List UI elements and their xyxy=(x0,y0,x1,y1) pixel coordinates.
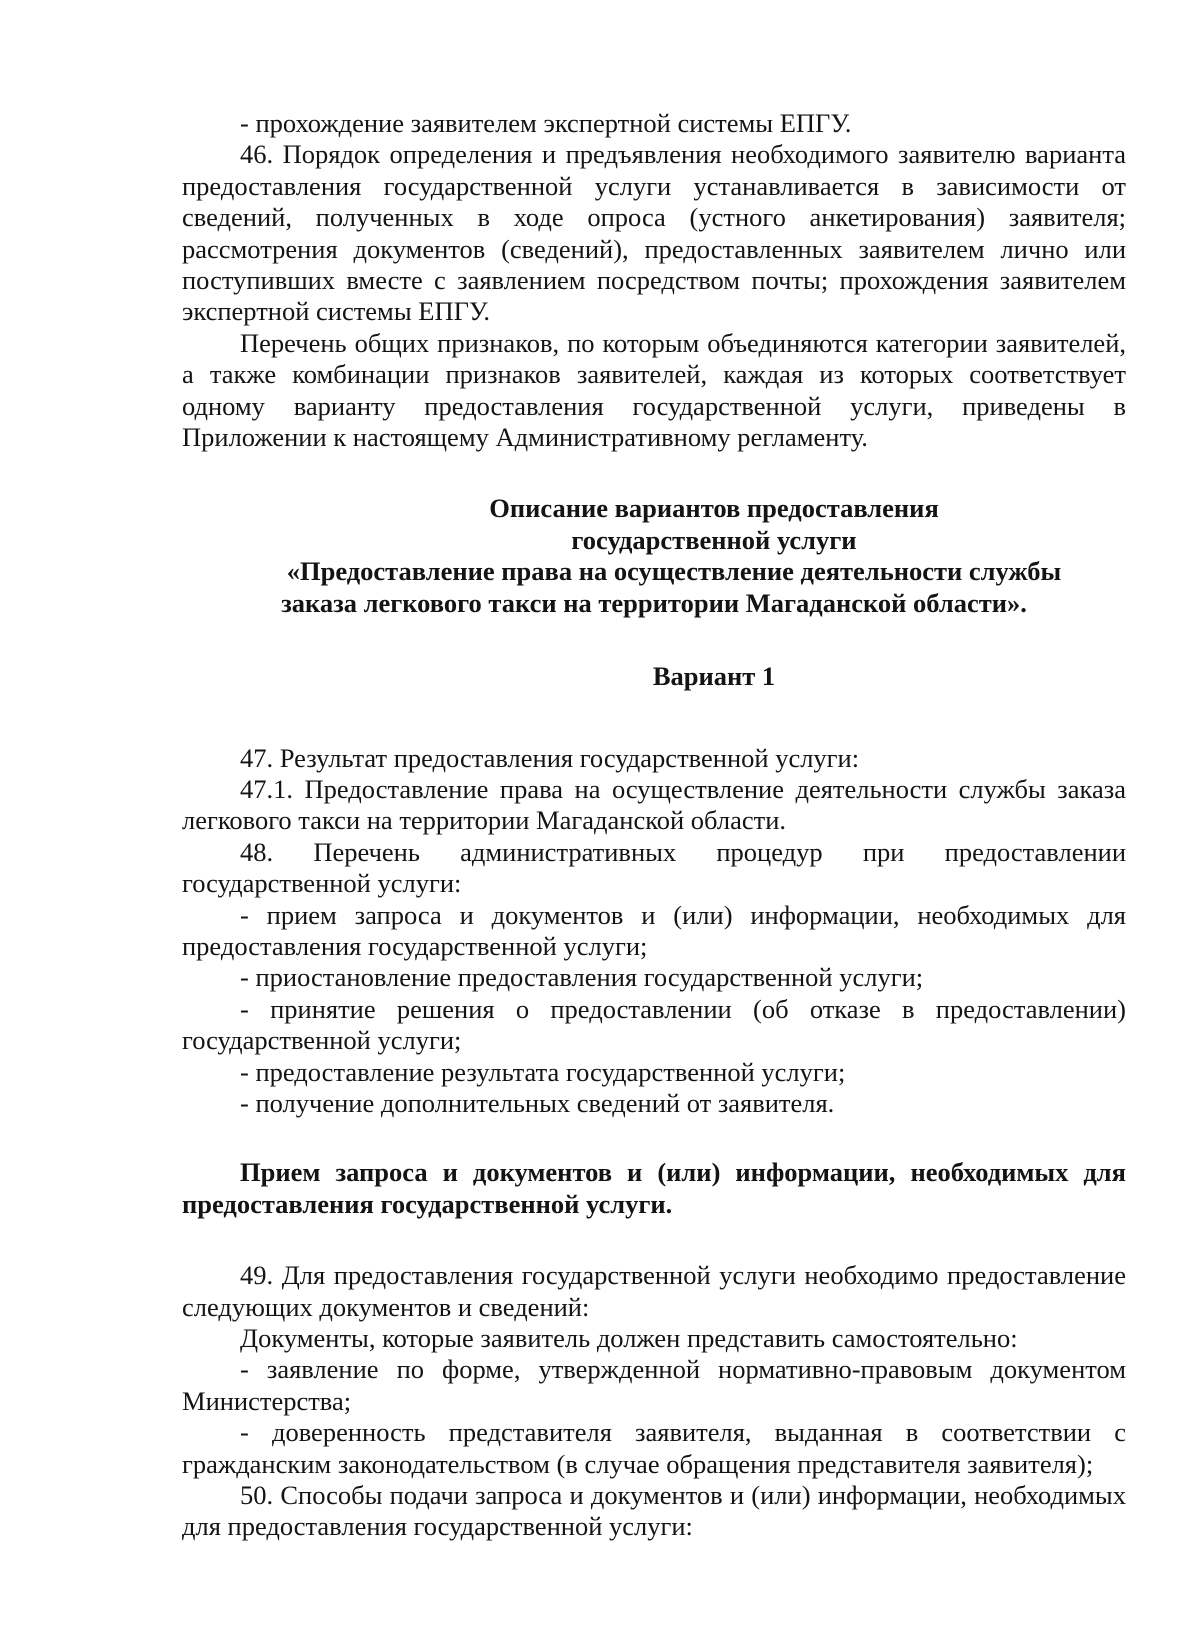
list-item-request-intake: - прием запроса и документов и (или) информации, необходимых для предоставления государственной услуги; xyxy=(182,899,1126,961)
paragraph-49: 49. Для предоставления государственной услуги необходимо предоставление следующих документов и сведений: xyxy=(182,1260,1126,1322)
paragraph-47: 47. Результат предоставления государственной услуги: xyxy=(240,742,860,773)
list-item-suspension: - приостановление предоставления государственной услуги; xyxy=(240,962,924,993)
paragraph-general-features: Перечень общих признаков, по которым объединяются категории заявителей, а также комбинации признаков заявителей, каждая из которых соответствует одному варианту предоставления государственной услуги, приведены в Приложении к настоящему Административному регламенту. xyxy=(182,327,1126,453)
list-item-result: - предоставление результата государственной услуги; xyxy=(240,1056,846,1087)
section-heading-line-4: заказа легкового такси на территории Магаданской области». xyxy=(281,587,1027,618)
variant-title: Вариант 1 xyxy=(652,661,776,692)
paragraph-48: 48. Перечень административных процедур при предоставлении государственной услуги: xyxy=(182,836,1126,899)
list-item-power-of-attorney: - доверенность представителя заявителя, выданная в соответствии с гражданским законодательством (в случае обращения представителя заявителя); xyxy=(182,1417,1126,1479)
subheading-request-intake: Прием запроса и документов и (или) информации, необходимых для предоставления государственной услуги. xyxy=(182,1157,1126,1219)
list-item-application-form: - заявление по форме, утвержденной нормативно-правовым документом Министерства; xyxy=(182,1354,1126,1416)
section-heading-line-2: государственной услуги xyxy=(571,524,857,555)
paragraph-47-1: 47.1. Предоставление права на осуществление деятельности службы заказа легкового такси на территории Магаданской области. xyxy=(182,773,1126,836)
document-page xyxy=(182,108,1126,1543)
section-heading-line-3: «Предоставление права на осуществление деятельности службы xyxy=(286,556,1062,587)
paragraph-46: 46. Порядок определения и предъявления необходимого заявителю варианта предоставления государственной услуги устанавливается в зависимости от сведений, полученных в ходе опроса (устного анкетирования) заявителя; рассмотрения документов (сведений), предоставленных заявителем лично или поступивших вместе с заявлением посредством почты; прохождения заявителем экспертной системы ЕПГУ. xyxy=(182,139,1126,327)
section-heading-line-1: Описание вариантов предоставления xyxy=(489,493,939,524)
paragraph-expert-system: - прохождение заявителем экспертной системы ЕПГУ. xyxy=(240,108,852,138)
paragraph-documents-self: Документы, которые заявитель должен представить самостоятельно: xyxy=(240,1323,1018,1353)
paragraph-50: 50. Способы подачи запроса и документов и (или) информации, необходимых для предоставления государственной услуги: xyxy=(182,1480,1126,1542)
list-item-decision: - принятие решения о предоставлении (об отказе в предоставлении) государственной услуги; xyxy=(182,993,1126,1056)
section-heading xyxy=(182,493,1126,619)
list-item-additional-info: - получение дополнительных сведений от заявителя. xyxy=(240,1087,835,1118)
